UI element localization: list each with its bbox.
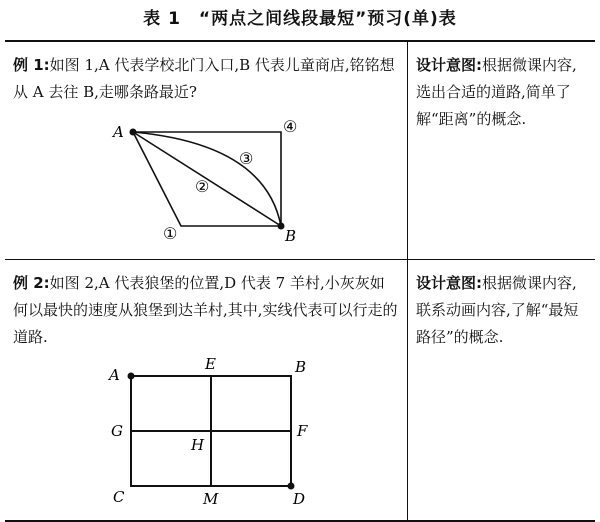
label-m: M (203, 490, 219, 506)
label-f: F (297, 422, 308, 440)
example-2-text: 如图 2,A 代表狼堡的位置,D 代表 7 羊村,小灰灰如何以最快的速度从狼堡到达羊村,其中,实线代表可以行走的道路. (13, 274, 398, 346)
label-h: H (191, 436, 205, 454)
point-a-label: A (113, 123, 124, 141)
point-b-label: B (285, 227, 297, 244)
label-c: C (113, 488, 125, 506)
example-2-question (13, 270, 399, 351)
example-1-design-text: 根据微课内容,选出合适的道路,简单了解“距离”的概念. (416, 56, 577, 128)
example-1-design (416, 52, 586, 133)
point-b-dot (278, 223, 285, 230)
label-d: D (293, 490, 306, 506)
example-1-question (13, 52, 399, 106)
route-4-label: ④ (283, 117, 298, 136)
example-1-label: 例 1: (13, 56, 50, 74)
point-d-dot (288, 483, 295, 490)
example-2-design (416, 270, 586, 351)
label-g: G (111, 422, 123, 440)
figure-1 (105, 114, 315, 244)
example-2-design-text: 根据微课内容,联系动画内容,了解“最短路径”的概念. (416, 274, 579, 346)
preview-table (5, 40, 595, 522)
example-2-label: 例 2: (13, 274, 50, 292)
figure-2 (105, 356, 335, 506)
example-2-design-label: 设计意图: (416, 274, 482, 292)
table-title: 表 1 “两点之间线段最短”预习(单)表 (143, 9, 457, 29)
example-1-design-label: 设计意图: (416, 56, 482, 74)
route-2-label: ② (195, 177, 210, 196)
route-1-label: ① (163, 224, 178, 243)
example-2-row (5, 260, 595, 520)
example-1-row (5, 42, 595, 260)
label-a: A (109, 366, 120, 384)
point-a-dot (128, 373, 135, 380)
route-3-label: ③ (239, 149, 254, 168)
point-a-dot (130, 129, 137, 136)
label-b: B (295, 358, 307, 376)
label-e: E (205, 356, 216, 373)
example-1-text: 如图 1,A 代表学校北门入口,B 代表儿童商店,铭铭想从 A 去往 B,走哪条路最近? (13, 56, 395, 101)
